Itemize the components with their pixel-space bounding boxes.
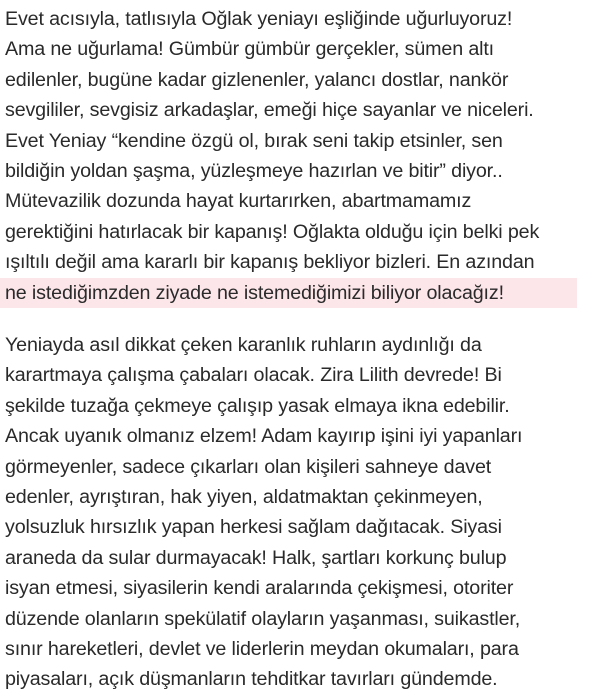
text-line: piyasaları, açık düşmanların tehditkar tavırları gündemde. xyxy=(5,668,498,691)
text-line: yolsuzluk hırsızlık yapan herkesi sağlam dağıtacak. Siyasi xyxy=(5,516,502,539)
text-line: edilenler, bugüne kadar gizlenenler, yalancı dostlar, nankör xyxy=(5,68,509,91)
paragraph-1 xyxy=(5,4,595,308)
text-line: araneda da sular durmayacak! Halk, şartları korkunç bulup xyxy=(5,546,507,569)
text-line: Evet Yeniay “kendine özgü ol, bırak seni takip etsinler, sen xyxy=(5,129,503,152)
paragraph-2 xyxy=(5,330,595,695)
text-line: karartmaya çalışma çabaları olacak. Zira Lilith devrede! Bi xyxy=(5,364,502,387)
text-line: Mütevazilik dozunda hayat kurtarırken, abartmamamız xyxy=(5,190,472,213)
text-line: sevgililer, sevgisiz arkadaşlar, emeği hiçe sayanlar ve niceleri. xyxy=(5,99,534,122)
text-line: şekilde tuzağa çekmeye çalışıp yasak elmaya ikna edebilir. xyxy=(5,394,510,417)
text-line: gerektiğini hatırlacak bir kapanış! Oğlakta olduğu için belki pek xyxy=(5,220,540,243)
text-line: ışıltılı değil ama kararlı bir kapanış bekliyor bizleri. En azından xyxy=(5,251,535,274)
text-line: düzende olanların spekülatif olayların yaşanması, suikastler, xyxy=(5,607,521,630)
text-line: edenler, ayrıştıran, hak yiyen, aldatmaktan çekinmeyen, xyxy=(5,485,483,508)
text-line: Ancak uyanık olmanız elzem! Adam kayırıp işini iyi yapanları xyxy=(5,425,523,448)
text-line: Yeniayda asıl dikkat çeken karanlık ruhların aydınlığı da xyxy=(5,334,482,356)
text-line: sınır hareketleri, devlet ve liderlerin meydan okumaları, para xyxy=(5,637,519,660)
text-line: Evet acısıyla, tatlısıyla Oğlak yeniayı eşliğinde uğurluyoruz! xyxy=(5,8,513,30)
text-line: görmeyenler, sadece çıkarları olan kişileri sahneye davet xyxy=(5,455,492,478)
text-line: isyan etmesi, siyasilerin kendi aralarında çekişmesi, otoriter xyxy=(5,577,514,600)
text-line: bildiğin yoldan şaşma, yüzleşmeye hazırlan ve bitir” diyor.. xyxy=(5,159,503,182)
highlighted-text-line: ne istediğimzden ziyade ne istemediğimizi biliyor olacağız! xyxy=(0,278,577,308)
text-line: Ama ne uğurlama! Gümbür gümbür gerçekler, sümen altı xyxy=(5,38,494,61)
